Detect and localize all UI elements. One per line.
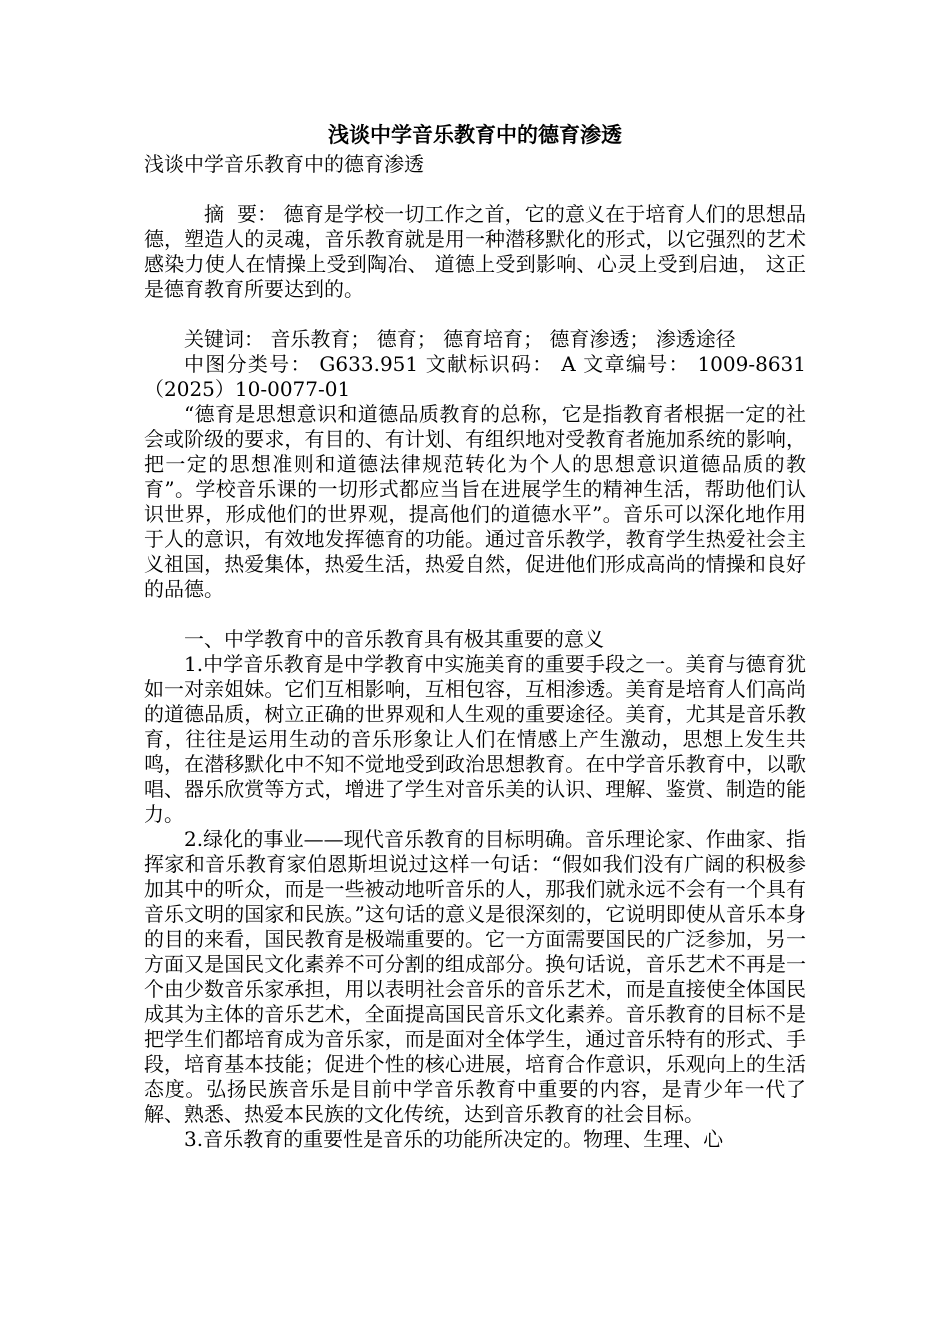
keywords-text: 音乐教育； 德育； 德育培育； 德育渗透； 渗透途径 [270, 327, 736, 351]
document-subtitle: 浅谈中学音乐教育中的德育渗透 [144, 152, 424, 176]
abstract-text: 德育是学校一切工作之首，它的意义在于培育人们的思想品德，塑造人的灵魂，音乐教育就是用一种潜移默化的形式，以它强烈的艺术感染力使人在情操上受到陶冶、 道德上受到影响、心灵上受到启迪， 这正是德育教育所要达到的。 [144, 202, 806, 301]
keywords-label: 关键词： [184, 327, 264, 351]
document-title: 浅谈中学音乐教育中的德育渗透 [328, 122, 622, 147]
body-paragraph-2: 2.绿化的事业——现代音乐教育的目标明确。音乐理论家、作曲家、指挥家和音乐教育家伯恩斯坦说过这样一句话：“假如我们没有广阔的积极参加其中的听众，而是一些被动地听音乐的人，那我们就永远不会有一个具有音乐文明的国家和民族。”这句话的意义是很深刻的，它说明即使从音乐本身的目的来看，国民教育是极端重要的。它一方面需要国民的广泛参加，另一方面又是国民文化素养不可分割的组成部分。换句话说，音乐艺术不再是一个由少数音乐家承担，用以表明社会音乐的音乐艺术，而是直接使全体国民成其为主体的音乐艺术，全面提高国民音乐文化素养。音乐教育的目标不是把学生们都培育成为音乐家，而是面对全体学生，通过音乐特有的形式、手段，培育基本技能；促进个性的核心进展，培育合作意识，乐观向上的生活态度。弘扬民族音乐是目前中学音乐教育中重要的内容，是青少年一代了解、熟悉、热爱本民族的文化传统，达到音乐教育的社会目标。 [144, 827, 806, 1126]
intro-paragraph: “德育是思想意识和道德品质教育的总称，它是指教育者根据一定的社会或阶级的要求，有目的、有计划、有组织地对受教育者施加系统的影响，把一定的思想准则和道德法律规范转化为个人的思想意识道德品质的教育”。学校音乐课的一切形式都应当旨在进展学生的精神生活，帮助他们认识世界，形成他们的世界观，提高他们的道德水平”。音乐可以深化地作用于人的意识，有效地发挥德育的功能。通过音乐教学，教育学生热爱社会主义祖国，热爱集体，热爱生活，热爱自然，促进他们形成高尚的情操和良好的品德。 [144, 402, 806, 601]
body-paragraph-3: 3.音乐教育的重要性是音乐的功能所决定的。物理、生理、心 [184, 1127, 724, 1151]
document-body [144, 120, 806, 1152]
abstract-paragraph [144, 202, 806, 302]
abstract-label: 摘 要： [204, 202, 278, 226]
section-heading-1: 一、中学教育中的音乐教育具有极其重要的意义 [184, 627, 604, 651]
classification-line: 中图分类号： G633.951 文献标识码： A 文章编号： 1009-8631（2025）10-0077-01 [144, 352, 806, 401]
body-paragraph-1: 1.中学音乐教育是中学教育中实施美育的重要手段之一。美育与德育犹如一对亲姐妹。它们互相影响，互相包容，互相渗透。美育是培育人们高尚的道德品质，树立正确的世界观和人生观的重要途径。美育，尤其是音乐教育，往往是运用生动的音乐形象让人们在情感上产生激动，思想上发生共鸣，在潜移默化中不知不觉地受到政治思想教育。在中学音乐教育中，以歌唱、器乐欣赏等方式，增进了学生对音乐美的认识、理解、鉴赏、制造的能力。 [144, 652, 806, 826]
keywords-paragraph [144, 327, 806, 352]
